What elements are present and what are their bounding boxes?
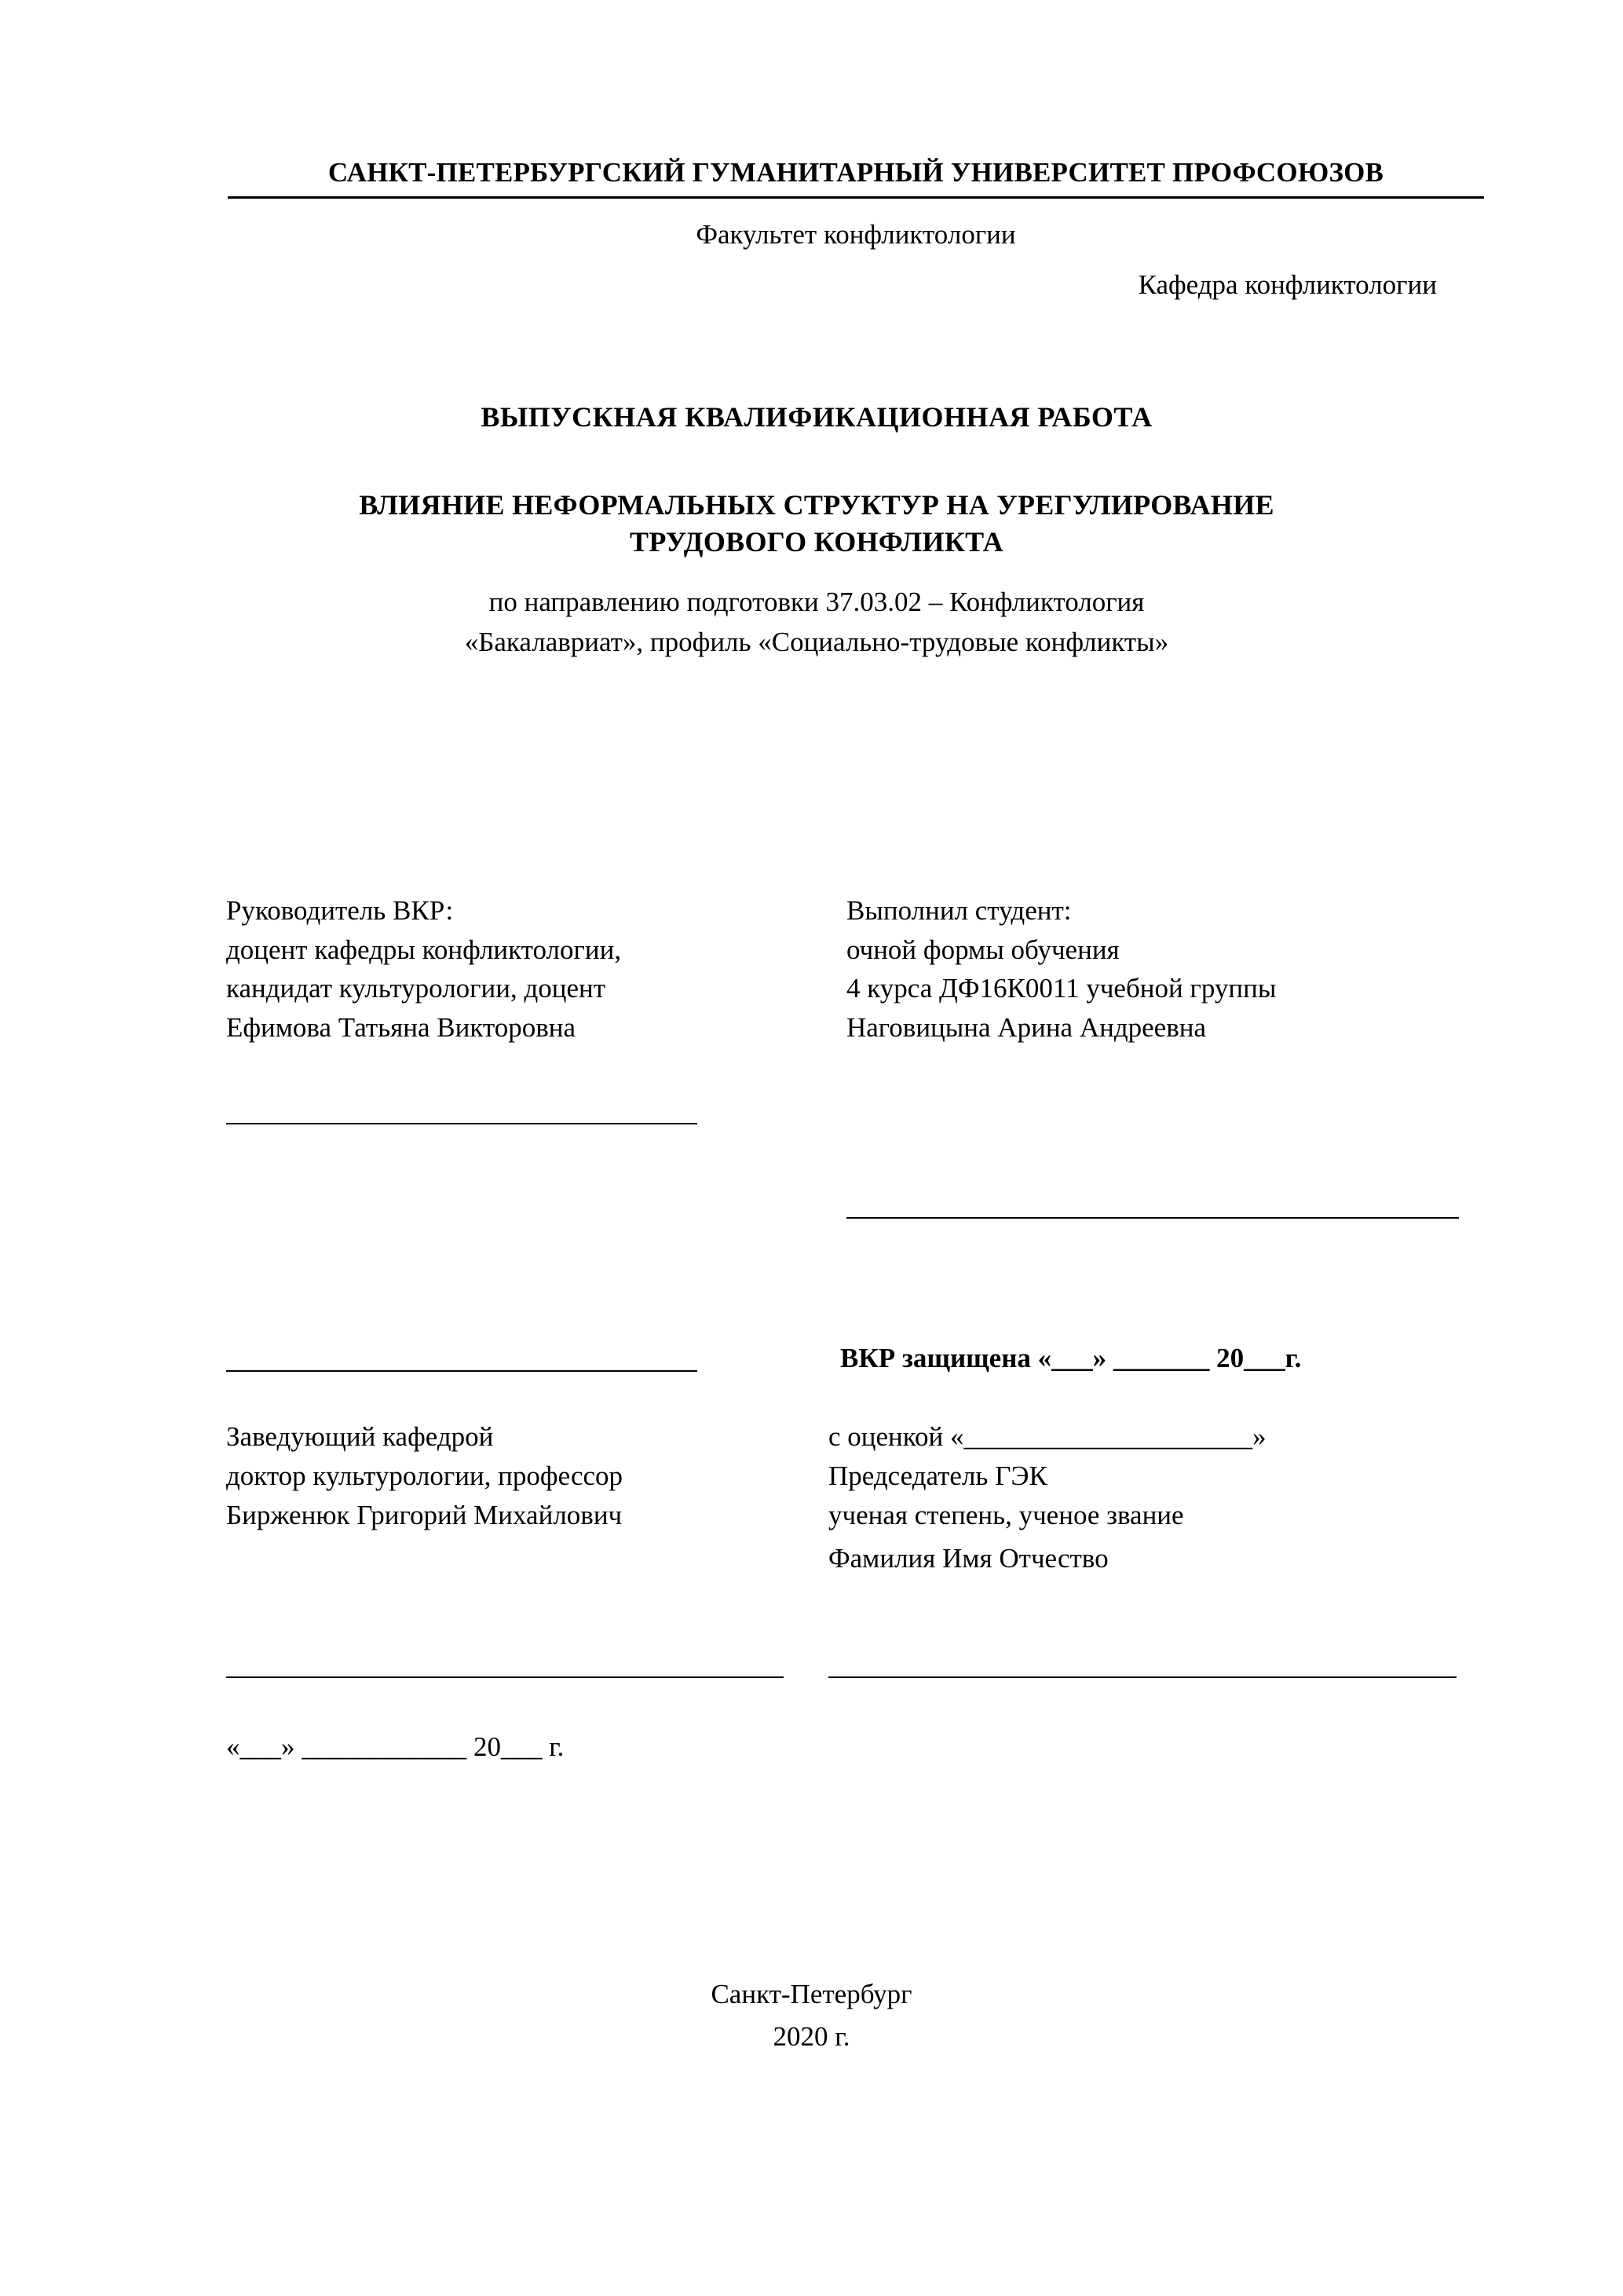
student-signature-line [846, 1217, 1459, 1219]
supervisor-position: доцент кафедры конфликтологии, [226, 934, 622, 965]
supervisor-block [226, 891, 823, 1047]
head-signature-line [226, 1370, 697, 1372]
head-label: Заведующий кафедрой [226, 1421, 494, 1452]
student-block [846, 891, 1482, 1047]
defense-chair-label: Председатель ГЭК [828, 1461, 1047, 1491]
defense-chair-degree: ученая степень, ученое звание [828, 1500, 1184, 1530]
head-date-line [226, 1676, 784, 1678]
chair-signature-line [828, 1676, 1457, 1678]
thesis-title-line-1: ВЛИЯНИЕ НЕФОРМАЛЬНЫХ СТРУКТУР НА УРЕГУЛИРОВАНИЕ [359, 489, 1274, 521]
head-degree: доктор культурологии, профессор [226, 1461, 623, 1491]
document-footer [0, 1979, 1623, 2053]
study-profile: «Бакалавриат», профиль «Социально-трудовые конфликты» [464, 627, 1169, 658]
defense-grade: с оценкой «_____________________» [828, 1421, 1267, 1452]
defense-chair-name: Фамилия Имя Отчество [828, 1543, 1109, 1574]
university-name: САНКТ-ПЕТЕРБУРГСКИЙ ГУМАНИТАРНЫЙ УНИВЕРСИТЕТ ПРОФСОЮЗОВ [228, 157, 1484, 199]
title-block [228, 400, 1406, 660]
faculty-name: Факультет конфликтологии [696, 219, 1016, 250]
year-value: 2020 г. [773, 2021, 850, 2052]
document-type: ВЫПУСКНАЯ КВАЛИФИКАЦИОННАЯ РАБОТА [481, 401, 1153, 433]
thesis-title [228, 487, 1406, 561]
student-form: очной формы обучения [846, 934, 1120, 965]
city-name: Санкт-Петербург [711, 1979, 912, 2009]
study-direction: по направлению подготовки 37.03.02 – Конфликтология [488, 586, 1145, 617]
thesis-title-line-2: ТРУДОВОГО КОНФЛИКТА [630, 525, 1003, 558]
student-name: Наговицына Арина Андреевна [846, 1012, 1207, 1044]
supervisor-degree: кандидат культурологии, доцент [226, 973, 606, 1004]
student-group: 4 курса ДФ16К0011 учебной группы [846, 973, 1277, 1004]
department-name: Кафедра конфликтологии [1138, 269, 1437, 300]
date-line: «___» ____________ 20___ г. [226, 1731, 565, 1762]
defense-title: ВКР защищена «___» _______ 20___г. [840, 1343, 1302, 1373]
document-header [228, 157, 1484, 301]
supervisor-signature-line [226, 1123, 697, 1124]
head-name: Бирженюк Григорий Михайлович [226, 1500, 623, 1530]
supervisor-name: Ефимова Татьяна Викторовна [226, 1012, 576, 1044]
student-label: Выполнил студент: [846, 895, 1072, 926]
supervisor-label: Руководитель ВКР: [226, 895, 454, 926]
